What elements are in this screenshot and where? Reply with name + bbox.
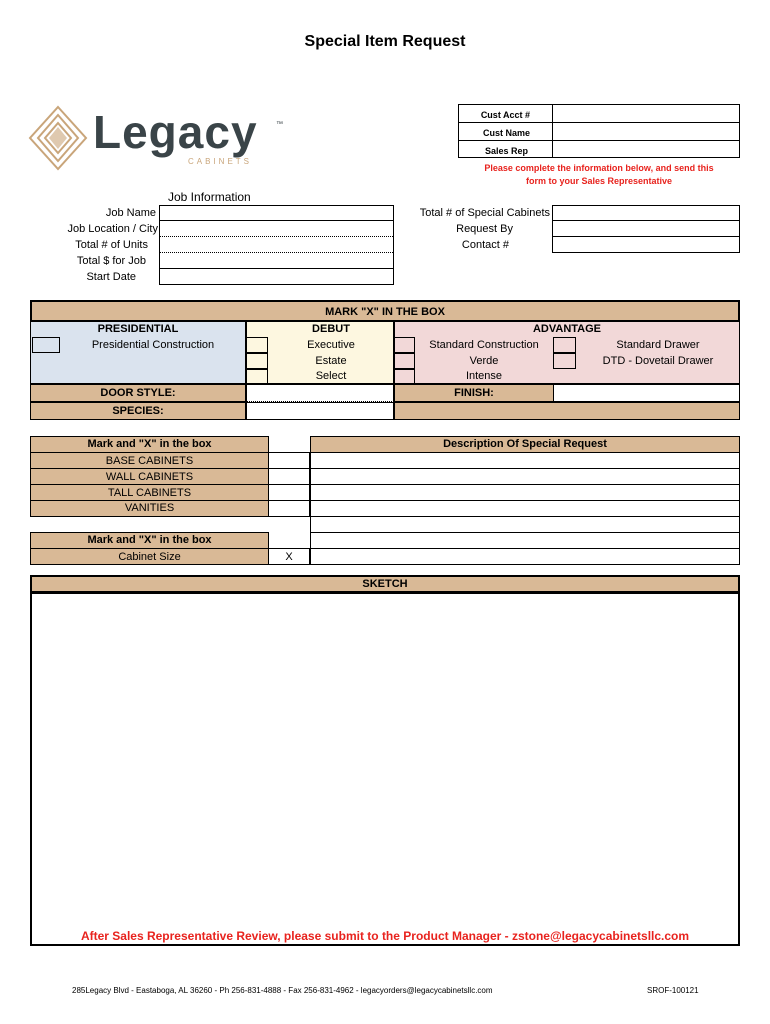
presidential-construction-label: Presidential Construction [91,339,215,351]
logo-word: Legacy [93,106,258,158]
door-style-input[interactable] [246,384,394,402]
vanities-checkbox[interactable] [268,500,310,517]
diamond-logo-icon [28,105,88,171]
cust-name-label: Cust Name [482,128,530,138]
estate-checkbox[interactable] [246,353,268,369]
tall-cabinets-checkbox[interactable] [268,484,310,501]
cabinet-size-label: Cabinet Size [118,551,181,563]
job-location-input[interactable] [160,222,393,237]
cabinet-types-header-text: Mark and "X" in the box [87,438,212,450]
dovetail-drawer-label: DTD - Dovetail Drawer [602,355,714,367]
notice-text: Please complete the information below, and send this [484,163,714,173]
description-line[interactable] [310,468,740,485]
start-date-label: Start Date [86,271,136,283]
door-style-label: DOOR STYLE: [100,387,176,399]
wall-cabinets-label: WALL CABINETS [105,471,194,483]
finish-label: FINISH: [454,387,494,399]
verde-label: Verde [469,355,499,367]
standard-drawer-checkbox[interactable] [553,337,576,353]
wall-cabinets-checkbox[interactable] [268,468,310,485]
legacy-logo [28,105,288,175]
footer-address: 285Legacy Blvd - Eastaboga, AL 36260 - Ph 256-831-4888 - Fax 256-831-4962 - legacyorders@legacycabinetsllc.com [72,986,493,995]
job-info-heading: Job Information [168,190,251,204]
job-name-label: Job Name [105,207,156,219]
description-line[interactable] [310,548,740,565]
description-line[interactable] [310,532,740,549]
total-special-label: Total # of Special Cabinets [419,207,550,219]
finish-input[interactable] [553,384,740,402]
sales-rep-input[interactable] [554,141,742,159]
executive-label: Executive [307,339,355,351]
executive-checkbox[interactable] [246,337,268,353]
mark-box-header [30,300,740,322]
submit-note: After Sales Representative Review, please submit to the Product Manager - zstone@legacycabinetsllc.com [80,929,690,943]
mark-box-header-text: MARK "X" IN THE BOX [325,306,445,318]
contact-label: Contact # [461,239,509,251]
presidential-construction-checkbox[interactable] [32,337,60,353]
job-name-input[interactable] [160,206,393,221]
base-cabinets-label: BASE CABINETS [105,455,194,467]
intense-checkbox[interactable] [394,369,415,384]
footer-code: SROF-100121 [647,986,699,995]
description-header-text: Description Of Special Request [443,438,607,450]
dovetail-drawer-checkbox[interactable] [553,353,576,369]
debut-title: DEBUT [312,323,350,335]
description-line[interactable] [310,516,740,533]
cust-name-input[interactable] [554,123,742,141]
cust-acct-label: Cust Acct # [480,110,530,120]
estate-label: Estate [315,355,347,367]
sketch-area[interactable] [30,592,740,946]
cabinet-size-mark: X [285,551,293,563]
sales-rep-label: Sales Rep [484,146,528,156]
description-line[interactable] [310,452,740,469]
tall-cabinets-label: TALL CABINETS [107,487,192,499]
description-line[interactable] [310,484,740,501]
cabinet-size-header-text: Mark and "X" in the box [87,534,212,546]
species-fill [394,402,740,420]
total-units-label: Total # of Units [75,239,148,251]
description-line[interactable] [310,500,740,517]
total-dollars-label: Total $ for Job [76,255,146,267]
sketch-header-text: SKETCH [362,578,408,590]
standard-construction-label: Standard Construction [429,339,539,351]
cust-acct-input[interactable] [554,105,742,123]
intense-label: Intense [465,370,503,382]
select-checkbox[interactable] [246,369,268,384]
logo-sub: CABINETS [188,157,253,166]
select-label: Select [315,370,347,382]
contact-input[interactable] [553,238,739,252]
request-by-input[interactable] [553,222,739,237]
notice-text: form to your Sales Representative [525,176,673,186]
presidential-title: PRESIDENTIAL [97,323,179,335]
advantage-title: ADVANTAGE [532,323,602,335]
page-title: Special Item Request [304,33,466,50]
standard-drawer-label: Standard Drawer [616,339,700,351]
base-cabinets-checkbox[interactable] [268,452,310,469]
total-special-input[interactable] [553,206,739,221]
logo-tm: ™ [276,121,283,128]
account-divider [552,104,553,158]
vanities-label: VANITIES [124,502,175,514]
job-location-label: Job Location / City [67,223,158,235]
standard-construction-checkbox[interactable] [394,337,415,353]
species-input[interactable] [246,402,394,420]
total-units-input[interactable] [160,238,393,253]
start-date-input[interactable] [160,270,393,284]
species-label: SPECIES: [112,405,164,417]
verde-checkbox[interactable] [394,353,415,369]
total-dollars-input[interactable] [160,254,393,269]
request-by-label: Request By [456,223,513,235]
